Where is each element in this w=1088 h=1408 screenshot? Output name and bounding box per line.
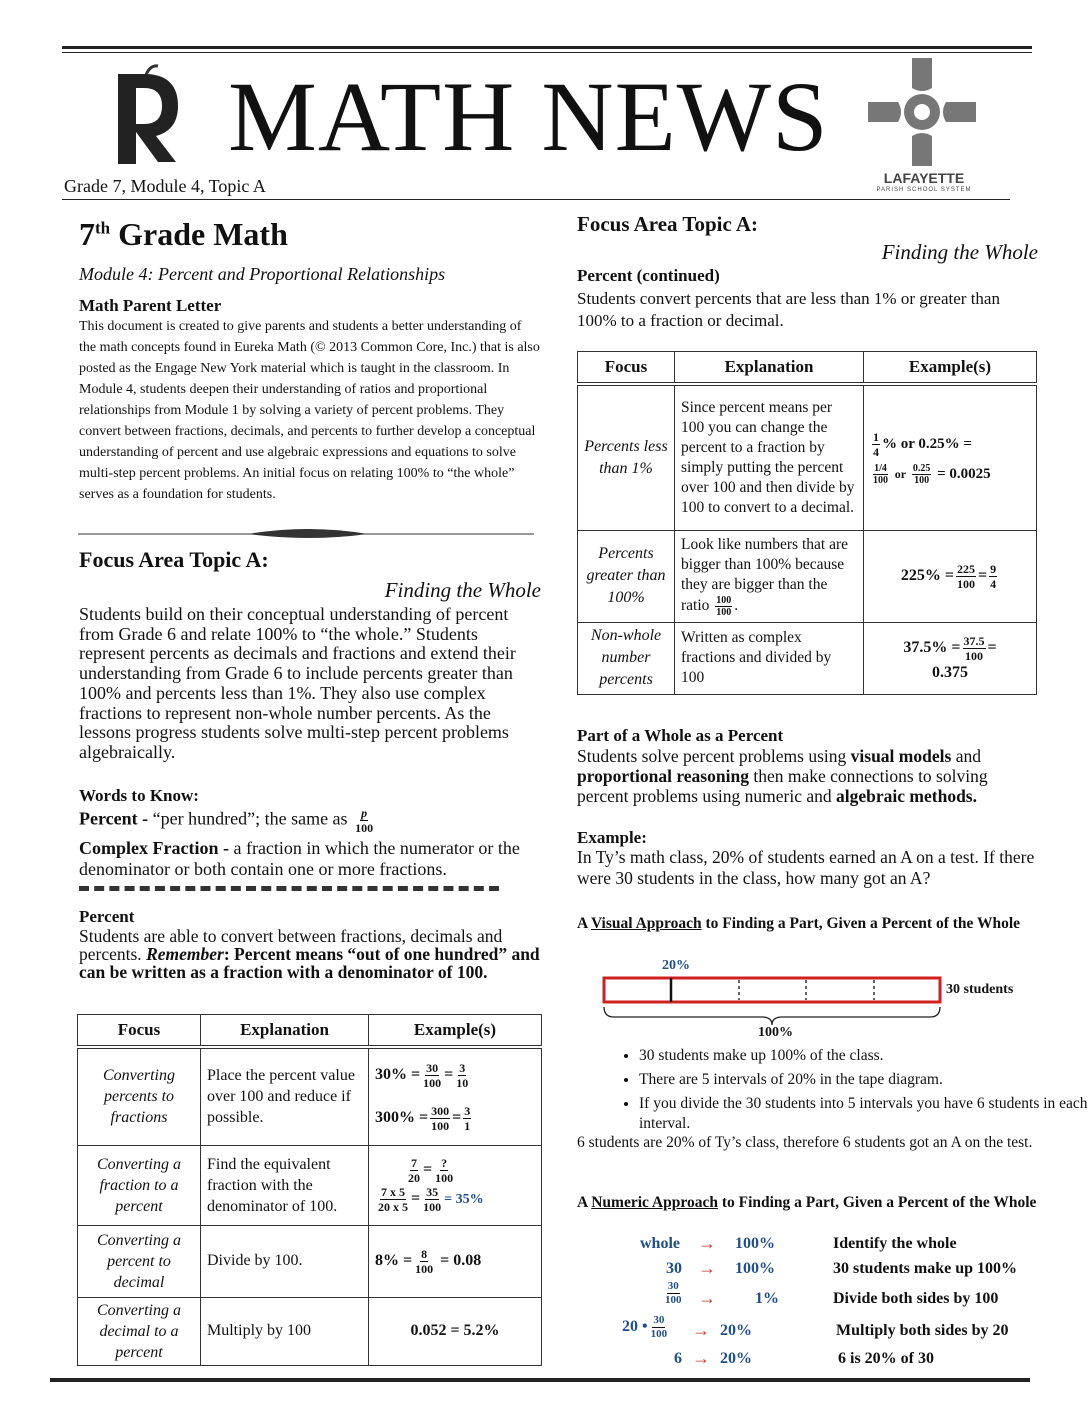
school-logo-r xyxy=(104,60,188,170)
step-1-arrow: → xyxy=(698,1233,716,1253)
bottom-rule xyxy=(50,1378,1030,1382)
step-3-note: Divide both sides by 100 xyxy=(833,1290,999,1307)
grade-title-rest: Grade Math xyxy=(110,216,288,252)
step-4-note: Multiply both sides by 20 xyxy=(836,1322,1009,1339)
example-heading: Example: xyxy=(577,828,647,847)
tape-right-label: 30 students xyxy=(946,982,1014,997)
masthead-subtitle: Grade 7, Module 4, Topic A xyxy=(64,176,266,196)
step-4-left: 20 • $\frac{30}{100}$ xyxy=(622,1314,668,1340)
section-divider-swoosh xyxy=(78,524,534,544)
percent-fraction: $\frac{p}{100}$ xyxy=(355,806,374,835)
masthead-rule xyxy=(62,199,1010,200)
row-focus: Converting a fraction to a percent xyxy=(78,1145,201,1225)
step-3-left: $\frac{30}{100}$ xyxy=(665,1280,682,1306)
row-example: $\frac{7}{20}$ = $\frac{?}{100}$ $\frac{7 x 5}{20 x 5}$ = $\frac{35}{100}$ = 35% xyxy=(369,1145,542,1225)
row-explanation: Look like numbers that are bigger than 100% because they are bigger than the ratio $\frac{100}{100}$ . xyxy=(675,530,864,622)
step-1-note: Identify the whole xyxy=(833,1235,957,1252)
row-example: 225% = $\frac{225}{100}$ = $\frac{9}{4}$ xyxy=(864,530,1037,622)
left-focus-body: Students build on their conceptual understanding of percent from Grade 6 and relate 100% to “the whole.” Students represent percents as decimals and fractions and extend their understanding from Grade 6 to include percents greater than 100% and percents less than 1%. They also use complex fractions to represent non-whole number percents. As the lessons progress students solve multi-step percent problems algebraically. xyxy=(79,604,516,762)
step-3-arrow: → xyxy=(698,1288,716,1308)
table-row xyxy=(578,622,1037,694)
step-2-arrow: → xyxy=(698,1258,716,1278)
left-focus-heading: Focus Area Topic A: xyxy=(79,547,269,572)
row-explanation: Divide by 100. xyxy=(201,1225,369,1297)
table-header-row xyxy=(578,352,1037,385)
ex2-result: = 35% xyxy=(444,1192,484,1208)
percent-body-2: : Percent means “out of one hundred” and can be written as a fraction with a denominator of 100. xyxy=(79,944,540,982)
percent-term: Percent - xyxy=(79,808,153,829)
header-examples: Example(s) xyxy=(369,1015,542,1048)
row-example: 8% = $\frac{8}{100}$ = 0.08 xyxy=(369,1225,542,1297)
row-focus: Converting a decimal to a percent xyxy=(78,1297,201,1365)
row-focus: Non-whole number percents xyxy=(578,622,675,694)
header-focus: Focus xyxy=(78,1015,201,1048)
row-explanation: Multiply by 100 xyxy=(201,1297,369,1365)
row-focus: Converting a percent to decimal xyxy=(78,1225,201,1297)
table-row xyxy=(578,384,1037,530)
step-4-arrow: → xyxy=(692,1320,710,1340)
grade-number: 7 xyxy=(79,216,95,252)
numeric-approach-heading: A Numeric Approach to Finding a Part, Given a Percent of the Whole xyxy=(577,1194,1037,1211)
step-2-pct: 100% xyxy=(735,1260,775,1277)
continued-body: Students convert percents that are less than 1% or greater than 100% to a fraction or decimal. xyxy=(577,289,1000,330)
header-explanation: Explanation xyxy=(201,1015,369,1048)
step-4-pct: 20% xyxy=(720,1322,752,1339)
row-focus: Percents less than 1% xyxy=(578,384,675,530)
step-5-note: 6 is 20% of 30 xyxy=(838,1350,934,1367)
list-item: • There are 5 intervals of 20% in the tape diagram. xyxy=(639,1070,1088,1090)
complex-def-text: a fraction in which the numerator or the denominator or both contain one or more fractions. xyxy=(79,838,520,879)
visual-conclusion: 6 students are 20% of Ty’s class, therefore 6 students got an A on the test. xyxy=(577,1134,1033,1151)
step-5-pct: 20% xyxy=(720,1350,752,1367)
continued-heading: Percent (continued) xyxy=(577,266,720,285)
module-title: Module 4: Percent and Proportional Relationships xyxy=(79,264,446,284)
masthead-title: MATH NEWS xyxy=(228,61,829,172)
step-2-note: 30 students make up 100% xyxy=(833,1260,1018,1277)
district-logo-text: LAFAYETTE xyxy=(883,170,965,186)
table-row xyxy=(78,1297,542,1365)
step-5-left: 6 xyxy=(674,1350,682,1367)
row-example: 37.5% = $\frac{37.5}{100}$ = 0.375 xyxy=(864,622,1037,694)
row-explanation: Written as complex fractions and divided by 100 xyxy=(675,622,864,694)
letter-heading: Math Parent Letter xyxy=(79,296,222,315)
left-focus-subheading: Finding the Whole xyxy=(384,578,541,602)
row-explanation: Find the equivalent fraction with the denominator of 100. xyxy=(201,1145,369,1225)
top-rule xyxy=(62,46,1032,49)
part-heading: Part of a Whole as a Percent xyxy=(577,726,784,745)
visual-approach-heading: A Visual Approach to Finding a Part, Given a Percent of the Whole xyxy=(577,915,1021,932)
header-focus: Focus xyxy=(578,352,675,385)
tape-top-label: 20% xyxy=(662,958,690,973)
step-1-pct: 100% xyxy=(735,1235,775,1252)
table-header-row xyxy=(78,1015,542,1048)
table-row xyxy=(78,1047,542,1145)
header-examples: Example(s) xyxy=(864,352,1037,385)
header-explanation: Explanation xyxy=(675,352,864,385)
row-explanation: Since percent means per 100 you can change the percent to a fraction by simply putting the percent over 100 and then divide by 100 to convert to a decimal. xyxy=(675,384,864,530)
letter-body: This document is created to give parents and students a better understanding of the math concepts found in Eureka Math (© 2013 Common Core, Inc.) that is also posted as the Engage New York material which is taught in the classroom. In Module 4, students deepen their understanding of ratios and proportional relationships from Module 1 by solving a variety of percent problems. They convert between fractions, decimals, and percents to further develop a conceptual understanding of percent and use algebraic expressions and equations to solve multi-step percent problems. An initial focus on relating 100% to “the whole” serves as a foundation for students. xyxy=(79,319,540,502)
percent-definition xyxy=(79,806,376,835)
percent-body xyxy=(79,927,544,981)
row-focus: Converting percents to fractions xyxy=(78,1047,201,1145)
row-example: 30% = $\frac{30}{100}$ = $\frac{3}{10}$ 300% = $\frac{300}{100}$ = $\frac{3}{1}$ xyxy=(369,1047,542,1145)
words-heading: Words to Know: xyxy=(79,786,199,805)
row-example: $\frac{1}{4}$ % or 0.25% = $\frac{1/4}{100}$ or $\frac{0.25}{100}$ = 0.0025 xyxy=(864,384,1037,530)
grade-heading xyxy=(79,216,288,253)
visual-bullets xyxy=(577,1046,1088,1138)
grade-superscript: th xyxy=(95,218,111,238)
percent-def-text: “per hundred”; the same as xyxy=(152,808,348,829)
tape-bottom-label: 100% xyxy=(758,1025,793,1040)
row-focus: Percents greater than 100% xyxy=(578,530,675,622)
table-row xyxy=(78,1145,542,1225)
step-1-left: whole xyxy=(640,1235,680,1252)
district-logo-subtext: PARISH SCHOOL SYSTEM xyxy=(876,187,972,193)
list-item: • If you divide the 30 students into 5 intervals you have 6 students in each interval. xyxy=(639,1094,1088,1134)
dashed-divider xyxy=(79,886,499,899)
district-logo xyxy=(866,56,978,168)
right-percent-table xyxy=(577,351,1037,695)
complex-term: Complex Fraction - xyxy=(79,838,234,858)
top-rule-thin xyxy=(62,52,1032,53)
list-item: • 30 students make up 100% of the class. xyxy=(639,1046,1088,1066)
right-focus-heading: Focus Area Topic A: xyxy=(577,212,759,236)
row-explanation: Place the percent value over 100 and reduce if possible. xyxy=(201,1047,369,1145)
step-5-arrow: → xyxy=(692,1348,710,1368)
part-body: Students solve percent problems using visual models and proportional reasoning then make connections to solving percent problems using numeric and algebraic methods. xyxy=(577,746,988,806)
complex-definition xyxy=(79,838,544,880)
step-2-left: 30 xyxy=(666,1260,682,1277)
table-row xyxy=(578,530,1037,622)
right-focus-subheading: Finding the Whole xyxy=(881,240,1038,264)
step-3-pct: 1% xyxy=(755,1290,779,1307)
percent-remember: Remember xyxy=(146,944,224,964)
percent-body-1: Students are able to convert between fractions, decimals and percents. xyxy=(79,926,503,964)
percent-heading: Percent xyxy=(79,907,135,926)
example-body: In Ty’s math class, 20% of students earned an A on a test. If there were 30 students in the class, how many got an A? xyxy=(577,847,1035,888)
row-example: 0.052 = 5.2% xyxy=(369,1297,542,1365)
left-conversion-table xyxy=(77,1014,542,1366)
table-row xyxy=(78,1225,542,1297)
